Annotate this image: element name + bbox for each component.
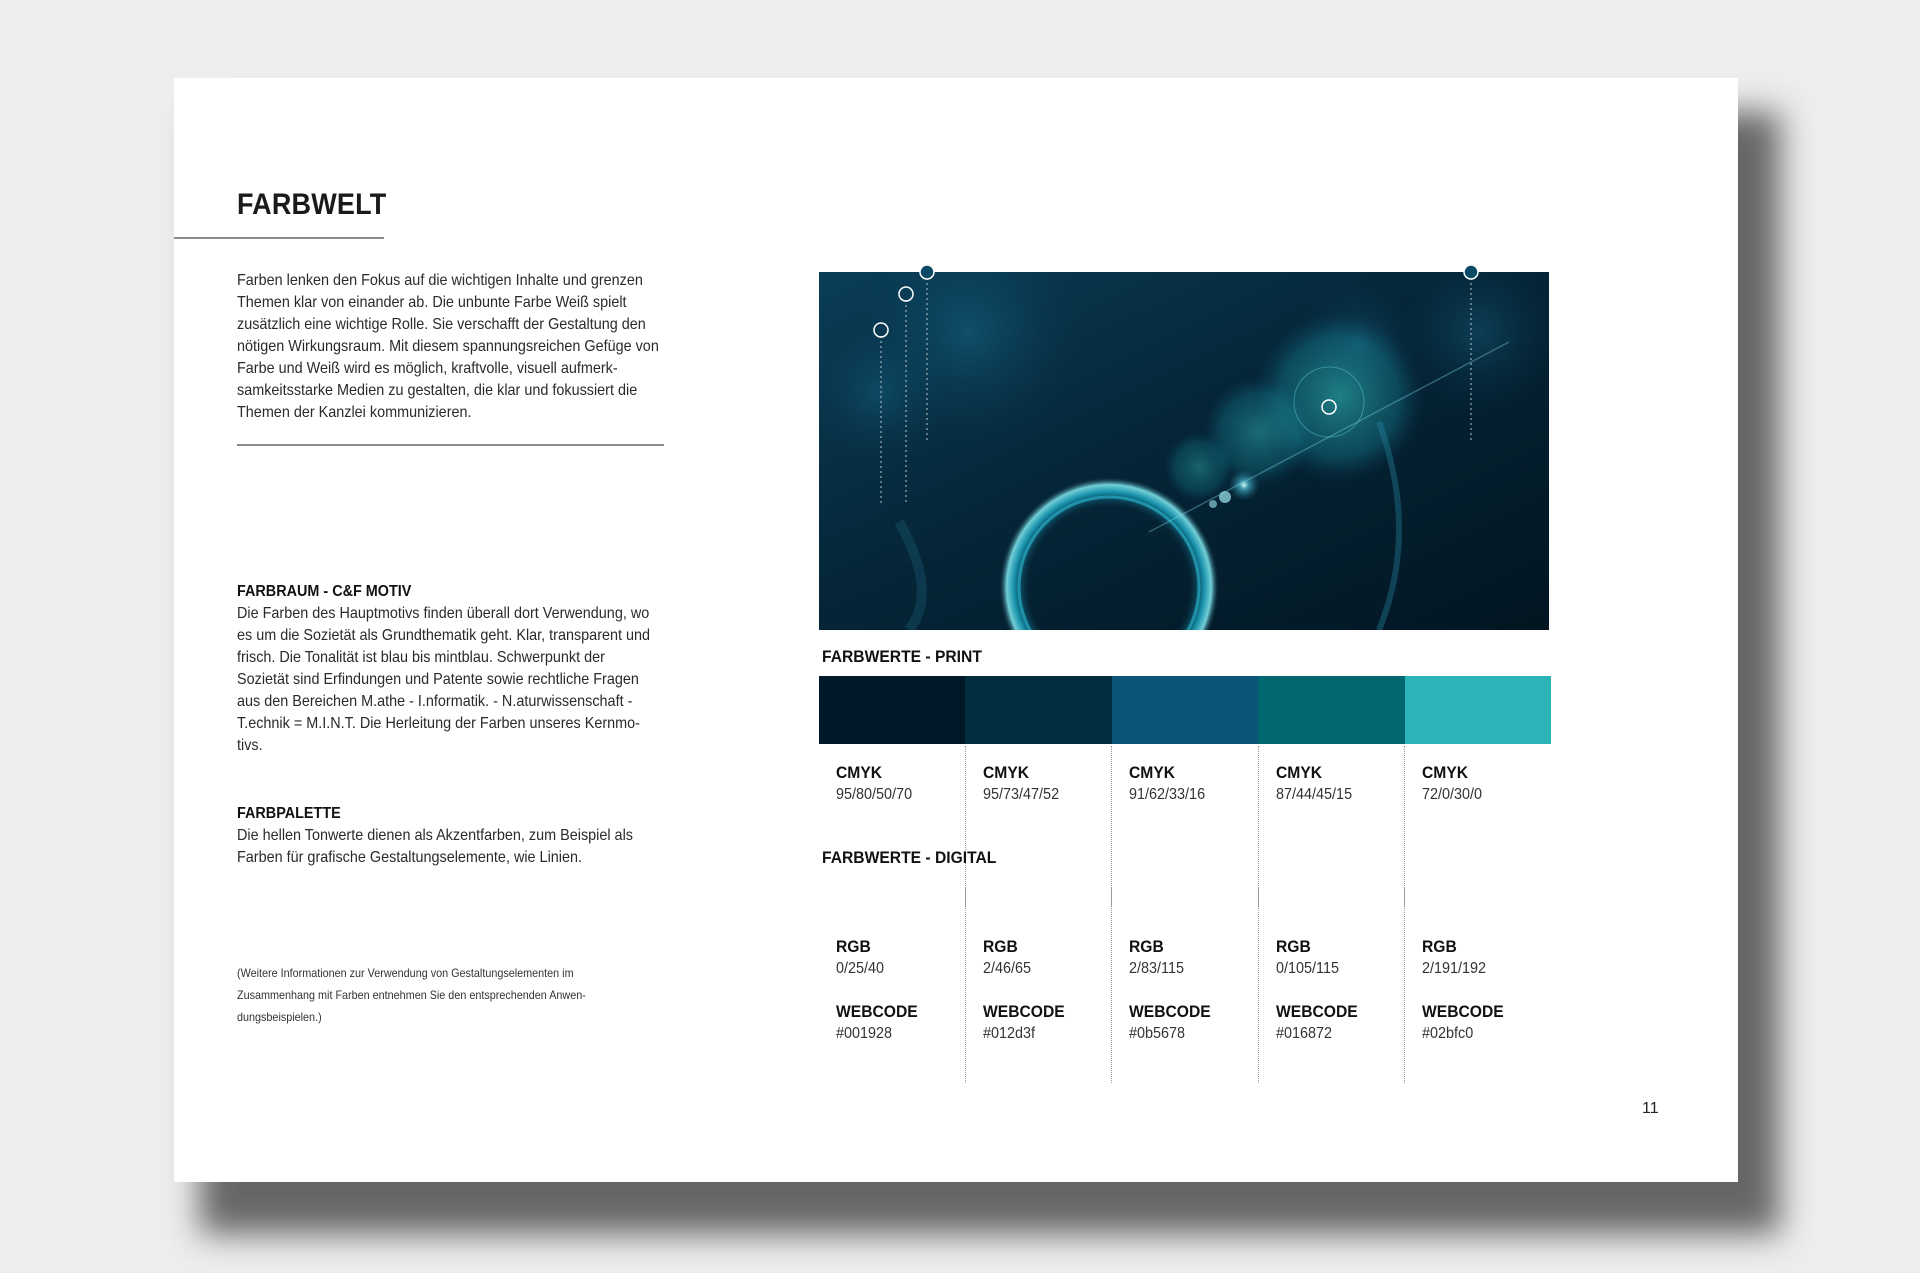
page-number: 11 (1642, 1100, 1659, 1117)
cmyk-value: 95/80/50/70 (836, 786, 913, 803)
page-title: FARBWELT (237, 188, 387, 221)
intro-paragraph: Farben lenken den Fokus auf die wichtigen Inhalte und grenzen Themen klar von einander ab. Die unbunte Farbe Weiß spielt zusätzlich eine wichtige Rolle. Sie verschafft der Gestaltung den nötigen Wirkungsraum. Mit diesem spannungsreichen Gefüge von Farbe und Weiß wird es möglich, kraftvolle, visuell aufmerk-samkeitsstarke Medien zu gestalten, die klar und fokussiert die Themen der Kanzlei kommunizieren. (237, 272, 659, 421)
print-column-2 (966, 746, 1113, 906)
footnote: (Weitere Informationen zur Verwendung von Gestaltungselementen im Zusammenhang mit Farben entnehmen Sie den entsprechenden Anwen-dungsbeispielen.) (237, 966, 586, 1024)
farbraum-section (237, 581, 660, 757)
digital-column-2 (966, 888, 1113, 1083)
rgb-label: RGB (1275, 937, 1311, 956)
webcode-label: WEBCODE (1129, 1002, 1211, 1021)
webcode-value: #016872 (1275, 1025, 1332, 1042)
intro-text (237, 270, 660, 424)
cmyk-label: CMYK (836, 763, 883, 782)
rgb-value: 2/83/115 (1129, 960, 1185, 977)
webcode-label: WEBCODE (982, 1002, 1065, 1021)
farbraum-heading: FARBRAUM - C&F MOTIV (237, 583, 412, 600)
swatch-1 (819, 676, 965, 744)
cmyk-value: 95/73/47/52 (982, 786, 1059, 803)
digital-column-3 (1112, 888, 1259, 1083)
digital-column-5 (1405, 888, 1551, 1083)
print-column-5 (1405, 746, 1551, 906)
print-column-4 (1259, 746, 1406, 906)
farbraum-text: Die Farben des Hauptmotivs finden überall dort Verwendung, wo es um die Sozietät als Grundthematik geht. Klar, transparent und frisch. Die Tonalität ist blau bis mintblau. Schwerpunkt der Sozietät sind Erfindungen und Patente sowie rechtliche Fragen aus den Bereichen M.athe - I.nformatik. - N.aturwissenschaft - T.echnik = M.I.N.T. Die Herleitung der Farben unseres Kernmo-tivs. (237, 605, 651, 754)
webcode-value: #012d3f (982, 1025, 1035, 1042)
digital-column-4 (1259, 888, 1406, 1083)
rgb-value: 2/46/65 (982, 960, 1031, 977)
rgb-value: 0/25/40 (836, 960, 885, 977)
rgb-value: 2/191/192 (1422, 960, 1487, 977)
cmyk-value: 87/44/45/15 (1275, 786, 1352, 803)
rgb-label: RGB (982, 937, 1018, 956)
rgb-value: 0/105/115 (1275, 960, 1339, 977)
cmyk-value: 72/0/30/0 (1422, 786, 1483, 803)
digital-values-grid (819, 888, 1551, 1083)
brochure-page (174, 78, 1738, 1182)
farbpalette-section (237, 803, 660, 869)
farbpalette-heading: FARBPALETTE (237, 805, 341, 822)
digital-column-1 (819, 888, 966, 1083)
webcode-value: #0b5678 (1129, 1025, 1186, 1042)
rgb-label: RGB (1129, 937, 1164, 956)
cmyk-label: CMYK (1275, 763, 1322, 782)
webcode-value: #02bfc0 (1422, 1025, 1474, 1042)
swatch-3 (1112, 676, 1258, 744)
rgb-label: RGB (836, 937, 871, 956)
swatch-5 (1405, 676, 1551, 744)
rgb-label: RGB (1422, 937, 1458, 956)
webcode-label: WEBCODE (1275, 1002, 1358, 1021)
swatch-4 (1258, 676, 1404, 744)
print-values-grid (819, 746, 1551, 906)
farbpalette-text: Die hellen Tonwerte dienen als Akzentfarben, zum Beispiel als Farben für grafische Gestaltungselemente, wie Linien. (237, 827, 633, 866)
color-swatch-row (819, 676, 1551, 744)
print-column-1 (819, 746, 966, 906)
swatch-2 (965, 676, 1111, 744)
webcode-value: #001928 (836, 1025, 893, 1042)
color-pick-markers (819, 264, 1549, 504)
intro-divider (237, 444, 664, 446)
hero-motif-image (819, 272, 1549, 630)
cmyk-value: 91/62/33/16 (1129, 786, 1206, 803)
digital-values-heading: FARBWERTE - DIGITAL (822, 848, 997, 867)
print-column-3 (1112, 746, 1259, 906)
webcode-label: WEBCODE (836, 1002, 918, 1021)
cmyk-label: CMYK (1422, 763, 1469, 782)
title-underline (174, 237, 384, 239)
cmyk-label: CMYK (1129, 763, 1176, 782)
webcode-label: WEBCODE (1422, 1002, 1505, 1021)
print-values-heading: FARBWERTE - PRINT (822, 647, 982, 666)
cmyk-label: CMYK (982, 763, 1029, 782)
